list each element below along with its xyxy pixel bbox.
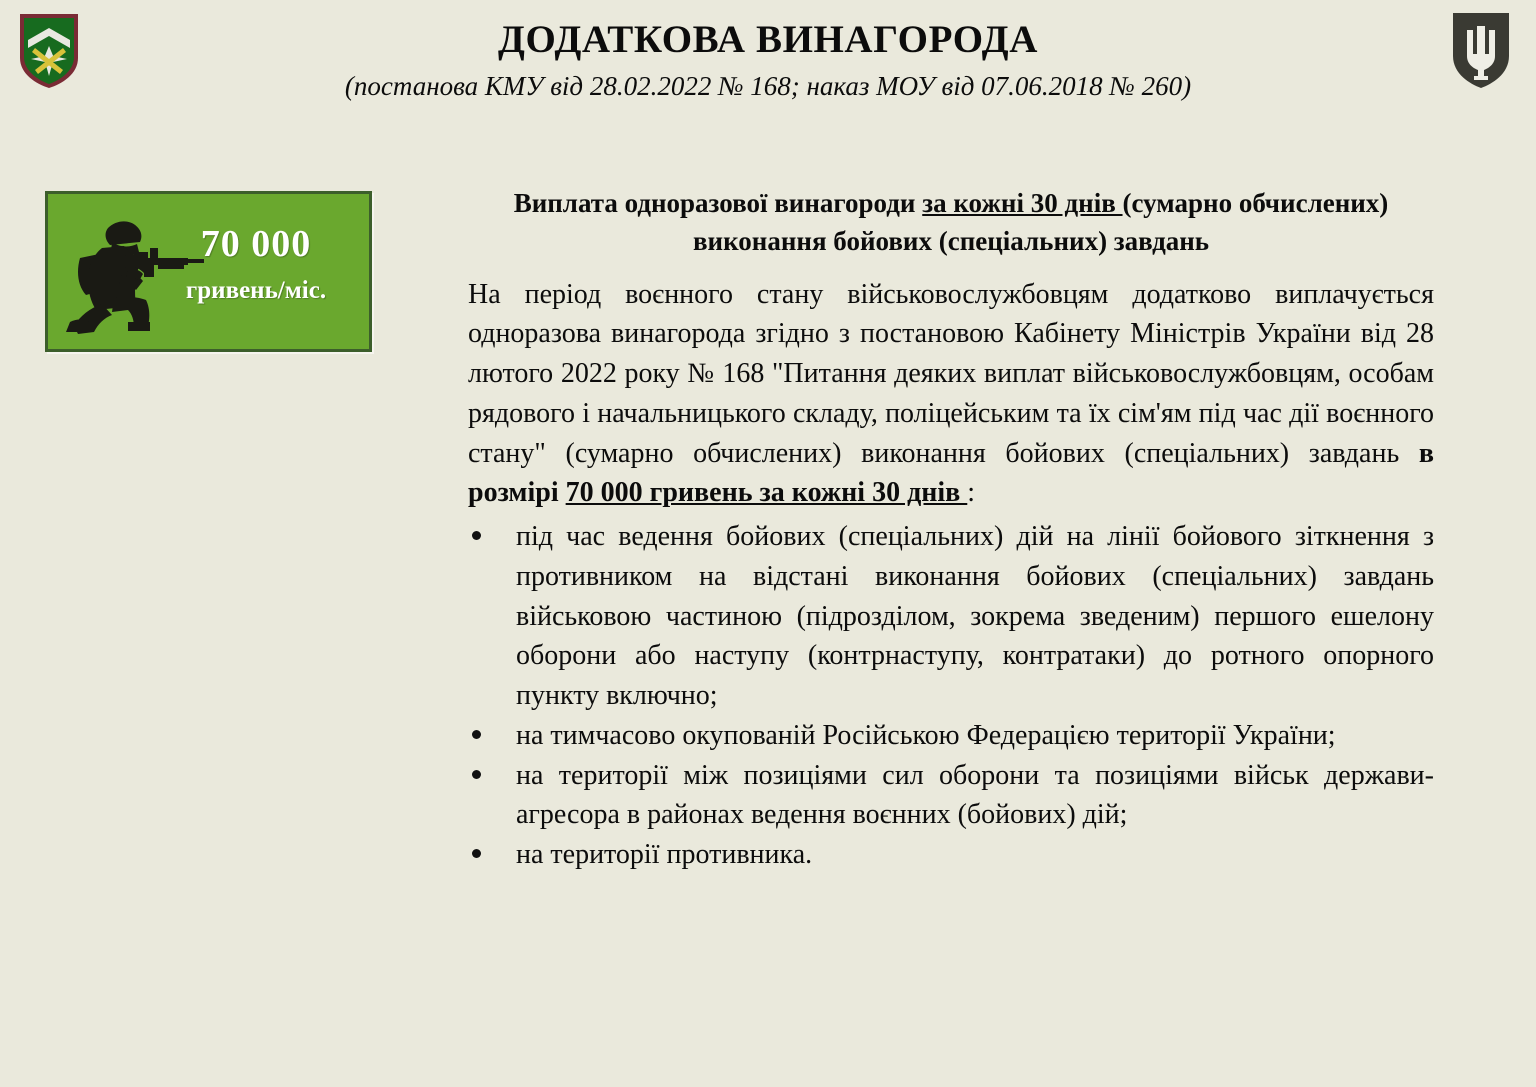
title-block	[150, 18, 1386, 102]
conditions-bullet-list	[468, 517, 1434, 875]
list-item	[468, 756, 1434, 836]
lead-heading	[468, 184, 1434, 261]
bullet-dot-icon	[472, 730, 481, 739]
list-item	[468, 716, 1434, 756]
artillery-unit-shield-emblem	[18, 12, 80, 90]
list-item-text: на тимчасово окупованій Російською Федерацією території України;	[516, 719, 1336, 751]
page-title: ДОДАТКОВА ВИНАГОРОДА	[498, 18, 1038, 61]
lead-heading-part1: Виплата одноразової винагороди	[513, 188, 923, 218]
lead-heading-part2: (сумарно обчислених) виконання бойових (спеціальних) завдань	[692, 188, 1389, 257]
page-header	[0, 0, 1536, 130]
main-content	[468, 184, 1434, 875]
list-item	[468, 517, 1434, 716]
page-subtitle: (постанова КМУ від 28.02.2022 № 168; наказ МОУ від 07.06.2018 № 260)	[344, 70, 1192, 101]
paragraph-suffix: :	[967, 477, 976, 509]
list-item-text: на території противника.	[516, 839, 813, 871]
lead-heading-underlined: за кожні 30 днів	[922, 188, 1123, 218]
bullet-dot-icon	[472, 849, 481, 858]
paragraph-text: На період воєнного стану військовослужбовцям додатково виплачується одноразова винагорода згідно з постановою Кабінету Міністрів України від 28 лютого 2022 року № 168 "Питання деяких виплат військовослужбовцям, особам рядового і начальницького складу, поліцейським та їх сім'ям під час дії воєнного стану" (сумарно обчислених) виконання бойових (спеціальних) завдань	[468, 278, 1434, 469]
bullet-dot-icon	[472, 531, 481, 540]
list-item	[468, 835, 1434, 875]
badge-unit-label: гривень/міс.	[185, 276, 327, 304]
badge-text-block	[161, 224, 351, 306]
list-item-text: на території між позиціями сил оборони та позиціями військ держави-агресора в районах ведення воєнних (бойових) дій;	[516, 759, 1434, 831]
paragraph-bold-prefix: в розмірі	[468, 437, 1434, 509]
paragraph-bold-underlined-amount: 70 000 гривень за кожні 30 днів	[565, 477, 968, 509]
payment-amount-badge	[45, 191, 372, 352]
list-item-text: під час ведення бойових (спеціальних) дій на лінії бойового зіткнення з противником на відстані виконання бойових (спеціальних) завдань військовою частиною (підрозділом, зокрема зведеним) першого ешелону оборони або наступу (контрнаступу, контратаки) до ротного опорного пункту включно;	[516, 521, 1434, 712]
bullet-dot-icon	[472, 770, 481, 779]
badge-amount: 70 000	[200, 223, 312, 265]
body-paragraph	[468, 275, 1434, 514]
ukraine-ground-forces-trident-shield-emblem	[1450, 10, 1512, 90]
